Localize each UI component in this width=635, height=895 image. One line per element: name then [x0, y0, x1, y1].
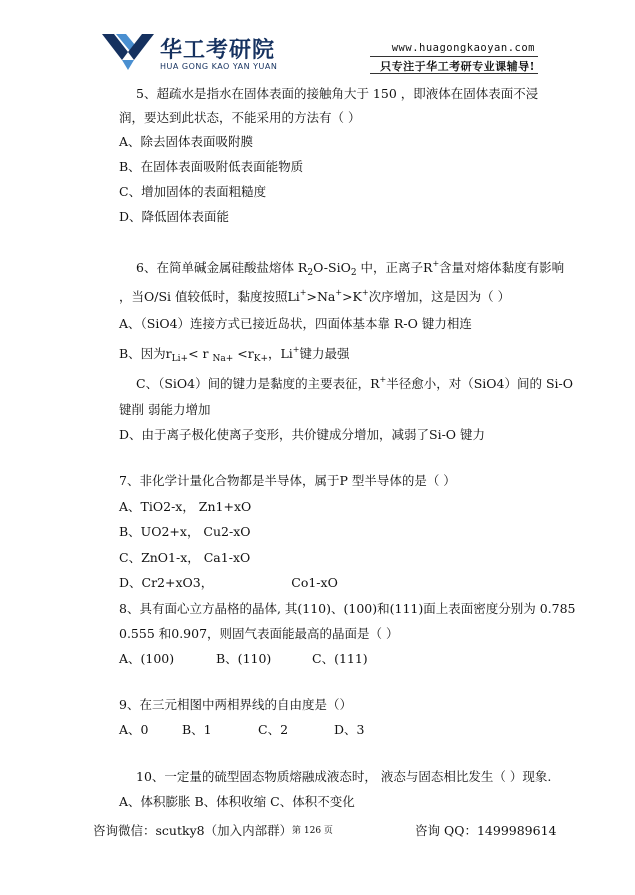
- brand-name: 华工考研院: [160, 38, 276, 63]
- q5-option-b: B、在固体表面吸附低表面能物质: [119, 159, 304, 174]
- q6-stem-line2: ，当O/Si 值较低时，黏度按照Li+>Na+>K+次序增加，这是因为（ ）: [119, 288, 511, 304]
- q7-option-c: C、ZnO1-x， Ca1-xO: [119, 550, 251, 565]
- q8-stem-line1: 8、具有面心立方晶格的晶体, 其(110)、(100)和(111)面上表面密度分别为 0.785: [119, 601, 576, 616]
- q6-option-b: B、因为$r_{Li+}< r$ $_{Na+} <r_{K+}$，Li+键力最强: [119, 345, 350, 364]
- q6-option-c-line1: C、（SiO4）间的键力是黏度的主要表征，R+半径愈小，对（SiO4）间的 Si-O: [136, 375, 573, 391]
- site-url: www.huagongkaoyan.com: [391, 42, 535, 54]
- q5-option-a: A、除去固体表面吸附膜: [119, 134, 254, 149]
- q7-option-d: D、Cr2+xO3， Co1-xO: [119, 575, 338, 590]
- q5-stem-line1: 5、超疏水是指水在固体表面的接触角大于 150 ，即液体在固体表面不浸: [136, 86, 539, 101]
- footer-qq: 咨询 QQ：1499989614: [415, 823, 557, 838]
- q5-stem-line2: 润，要达到此状态，不能采用的方法有（ ）: [119, 110, 361, 125]
- q10-options: A、体积膨胀 B、体积收缩 C、体积不变化: [119, 794, 355, 809]
- header-divider: [370, 56, 538, 57]
- q9-option-c: C、2: [258, 722, 289, 737]
- q5-option-d: D、降低固体表面能: [119, 209, 230, 224]
- q10-stem: 10、一定量的硫型固态物质熔融成液态时， 液态与固态相比发生（ ）现象.: [136, 769, 552, 784]
- q8-option-b: B、(110): [216, 651, 272, 666]
- brand-pinyin: HUA GONG KAO YAN YUAN: [160, 62, 278, 71]
- page-header: [0, 0, 635, 78]
- q7-option-a: A、TiO2-x， Zn1+xO: [119, 499, 252, 514]
- q9-stem: 9、在三元相图中两相界线的自由度是（）: [119, 697, 352, 712]
- q6-option-a: A、（SiO4）连接方式已接近岛状，四面体基本靠 R-O 键力相连: [119, 316, 472, 331]
- q7-option-b: B、UO2+x， Cu2-xO: [119, 524, 251, 539]
- page-number: 第 126 页: [292, 826, 333, 836]
- slogan: 只专注于华工考研专业课辅导!: [380, 60, 535, 73]
- huagong-logo-icon: [102, 32, 154, 70]
- q6-option-d: D、由于离子极化使离子变形，共价键成分增加，减弱了Si-O 键力: [119, 427, 486, 442]
- q7-stem: 7、非化学计量化合物都是半导体，属于P 型半导体的是（ ）: [119, 473, 456, 488]
- header-divider-bottom: [370, 73, 538, 74]
- q5-option-c: C、增加固体的表面粗糙度: [119, 184, 267, 199]
- q6-stem-line1: 6、在简单碱金属硅酸盐熔体 $R_2O-SiO_2$ 中，正离子R+含量对熔体黏度有影响: [136, 259, 565, 278]
- q8-option-a: A、(100): [119, 651, 175, 666]
- q6-option-c-line2: 键削 弱能力增加: [119, 402, 211, 417]
- q9-option-a: A、0: [119, 722, 149, 737]
- q9-option-d: D、3: [334, 722, 365, 737]
- q8-option-c: C、(111): [312, 651, 368, 666]
- footer-wechat: 咨询微信：scutky8（加入内部群）: [93, 823, 293, 838]
- q8-stem-line2: 0.555 和0.907，则固气表面能最高的晶面是（ ）: [119, 626, 399, 641]
- q9-option-b: B、1: [182, 722, 212, 737]
